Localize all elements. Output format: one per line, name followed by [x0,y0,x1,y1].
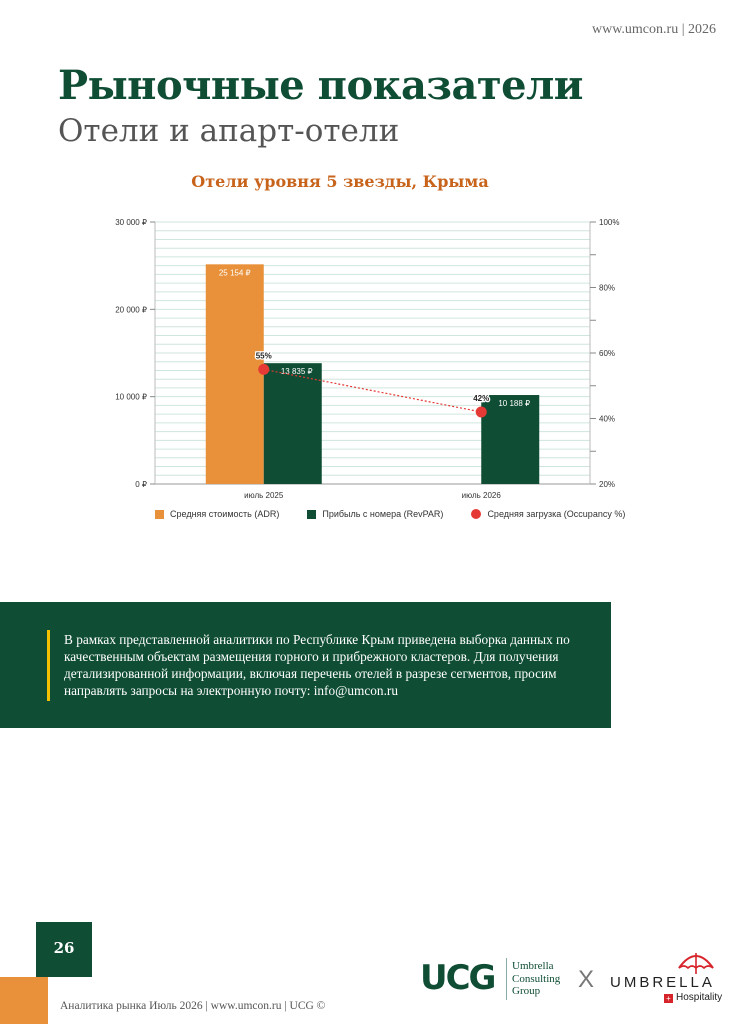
left-tick-label: 30 000 ₽ [115,218,147,227]
legend-item-revpar [307,509,443,519]
hospitality-label [664,992,722,1003]
bar-data-label: 10 188 ₽ [498,399,531,409]
legend-label-occupancy: Средняя загрузка (Occupancy %) [487,509,626,519]
occupancy-point [258,364,269,375]
info-accent-bar [47,630,50,701]
ucg-logo-name [512,960,560,998]
legend-swatch-adr [155,510,164,519]
right-tick-label: 20% [599,480,616,489]
legend-label-adr: Средняя стоимость (ADR) [170,509,280,519]
bar [264,363,322,484]
umbrella-logo-text: UMBRELLA [610,974,715,991]
hospitality-text: Hospitality [676,992,723,1003]
legend-item-occupancy [471,509,625,519]
right-tick-label: 100% [599,218,620,227]
collaboration-x: X [578,966,595,993]
ucg-name-line-3: Group [512,985,541,997]
left-tick-label: 20 000 ₽ [115,305,147,315]
legend-swatch-revpar [307,510,316,519]
swiss-cross-icon: + [664,994,673,1003]
ucg-name-line-1: Umbrella [512,960,554,972]
occupancy-data-label: 55% [255,351,272,361]
occupancy-data-label: 42% [473,393,490,403]
right-tick-label: 60% [599,349,616,358]
legend-label-revpar: Прибыль с номера (RevPAR) [322,509,444,519]
corner-decoration [0,977,48,1024]
page-subtitle: Отели и апарт-отели [58,113,400,149]
bar [481,395,539,484]
umbrella-icon [676,950,716,976]
page-number: 26 [36,922,92,977]
info-box [0,602,611,728]
ucg-logo-divider [506,958,507,1000]
legend-item-adr [155,509,279,519]
footer-text: Аналитика рынка Июль 2026 | www.umcon.ru | UCG © [60,1000,326,1012]
chart-title: Отели уровня 5 звезды, Крыма [191,172,489,191]
left-tick-label: 10 000 ₽ [115,392,147,402]
legend-swatch-occupancy [471,509,481,519]
chart-legend [155,509,625,519]
page-title: Рыночные показатели [58,62,583,109]
info-text: В рамках представленной аналитики по Республике Крым приведена выборка данных по качественным объектам размещения горного и прибрежного кластеров. Для получения детализированной информации, включая перечень отелей в разрезе сегментов, просим направлять запросы на электронную почту: info@umcon.ru [64,632,570,698]
bar-data-label: 25 154 ₽ [218,268,251,278]
x-tick-label: июль 2026 [461,491,501,500]
right-tick-label: 40% [599,414,616,424]
x-tick-label: июль 2025 [244,491,284,500]
left-tick-label: 0 ₽ [135,480,147,489]
ucg-logo: UCG [420,958,495,998]
ucg-name-line-2: Consulting [512,972,561,985]
bar-data-label: 24 258 ₽ [436,193,469,202]
site-header: www.umcon.ru | 2026 [592,22,716,37]
occupancy-point [476,406,487,417]
bar [206,264,264,484]
right-tick-label: 80% [599,283,616,293]
combo-chart [0,193,680,505]
bar-data-label: 13 835 ₽ [280,367,313,377]
logos [420,950,730,1010]
